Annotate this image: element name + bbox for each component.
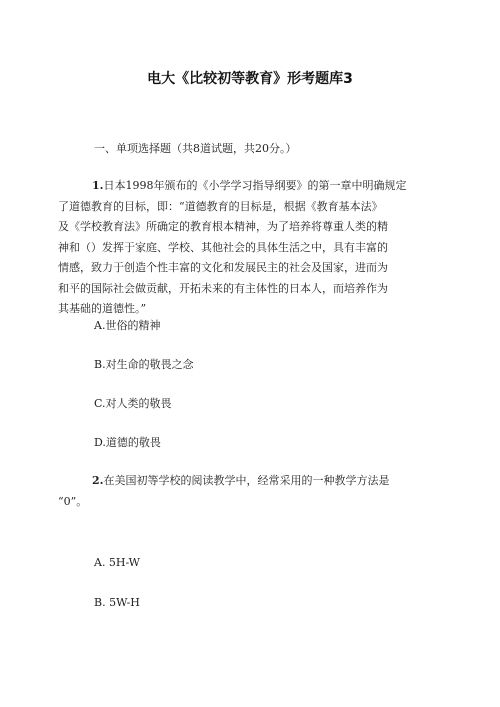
q2-option-b: B. 5W-H xyxy=(94,596,140,609)
question-1-line-5: 情感，致力于创造个性丰富的文化和发展民主的社会及国家，进而为 xyxy=(58,261,388,274)
question-1-line-2: 了道德教育的目标，即：“道德教育的目标是，根据《教育基本法》 xyxy=(58,199,383,213)
question-1-line-3: 及《学校教育法》所确定的教育根本精神，为了培养将尊重人类的精 xyxy=(58,220,388,233)
section-heading: 一、单项选择题（共8道试题，共20分。） xyxy=(94,142,297,155)
question-2-line-1: 2.在美国初等学校的阅读教学中，经常采用的一种教学方法是 xyxy=(92,474,390,487)
q1-option-c: C.对人类的敬畏 xyxy=(94,397,172,410)
question-2 xyxy=(58,471,450,512)
question-1 xyxy=(58,176,450,320)
q1-option-b: B.对生命的敬畏之念 xyxy=(94,358,194,371)
document-title: 电大《比较初等教育》形考题库3 xyxy=(147,71,353,87)
question-2-line-2: “0”。 xyxy=(58,494,88,508)
question-1-line-6: 和平的国际社会做贡献，开拓未来的有主体性的日本人，而培养作为 xyxy=(58,281,388,295)
question-1-line-1: 1.日本1998年颁布的《小学学习指导纲要》的第一章中明确规定 xyxy=(92,179,407,192)
q2-option-a: A. 5H-W xyxy=(94,556,140,569)
q1-option-a: A.世俗的精神 xyxy=(94,319,161,332)
question-1-line-4: 神和（）发挥于家庭、学校、其他社会的具体生活之中，具有丰富的 xyxy=(58,240,388,254)
question-number: 2. xyxy=(92,474,104,487)
question-1-line-7: 其基础的道德性。” xyxy=(58,302,147,315)
question-number: 1. xyxy=(92,179,104,192)
q1-option-d: D.道德的敬畏 xyxy=(94,436,161,449)
